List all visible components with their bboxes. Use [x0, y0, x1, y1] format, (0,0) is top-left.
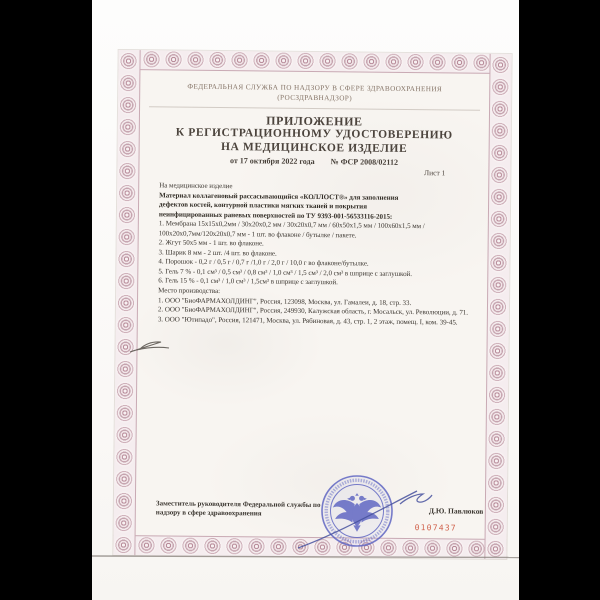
issue-date: от 17 октября 2022 года [229, 156, 315, 167]
registration-number: № ФСР 2008/02112 [330, 157, 399, 167]
body-intro: На медицинское изделие [159, 181, 233, 191]
form-serial-number: 0107437 [414, 523, 457, 533]
production-site: 2. ООО "БиоФАРМАХОЛДИНГ", Россия, 249930, Калужская область, г. Мосальск, ул. Революции, д. 71. [157, 305, 469, 317]
list-item: 1. Мембрана 15х15х0,2мм / 30х20х0,2 мм / 30х20х0,7 мм / 60х50х1,5 мм / 100х60х1,5 мм / 100х20х0,7мм/120х20х0,7 мм - 1 шт. во флаконе / бутылке / пакете. [158, 219, 425, 240]
issuing-authority: ФЕДЕРАЛЬНАЯ СЛУЖБА ПО НАДЗОРУ В СФЕРЕ ЗДРАВООХРАНЕНИЯ [187, 82, 443, 94]
scan-background [92, 0, 519, 600]
header-divider [149, 106, 480, 110]
product-description-line: дефектов костей, контурной пластики мягких тканей и покрытия [158, 200, 368, 211]
document-title-line3: НА МЕДИЦИНСКОЕ ИЗДЕЛИЕ [220, 140, 408, 155]
document-title-line1: ПРИЛОЖЕНИЕ [266, 113, 363, 129]
document-title-line2: К РЕГИСТРАЦИОННОМУ УДОСТОВЕРЕНИЮ [175, 126, 453, 142]
signatory-position: Заместитель руководителя Федеральной службы по надзору в сфере здравоохранения [155, 499, 321, 518]
list-item: 5. Гель 7 % - 0,1 см³ / 0,5 см³ / 0,8 см³ / 1,0 см³ / 1,5 см³ / 2,0 см³ в шприце с заглушкой. [158, 267, 413, 278]
product-description-line: неинфицированных раневых поверхностей по ТУ 9393-001-56533116-2015: [158, 210, 393, 221]
production-site: 1. ООО "БиоФАРМАХОЛДИНГ", Россия, 123098, Москва, ул. Гамалеи, д. 18, стр. 33. [157, 295, 412, 307]
list-item: 4. Порошок - 0,2 г / 0,5 г / 0,7 г /1,0 г / 2,0 г / 10,0 г во флаконе/бутылке. [158, 257, 369, 268]
certificate-content [135, 69, 491, 540]
production-site: 3. ООО "Ютипадо", Россия, 121471, Москва, ул. Рябиновая, д. 43, стр. 1, 2 этаж, помещ. I, ком. 39-45. [157, 315, 458, 327]
left-letterbox-bar [0, 0, 92, 600]
list-item: 3. Шарик 8 мм - 2 шт. /4 шт. во флаконе. [158, 248, 277, 258]
body-text [158, 181, 484, 328]
certificate-page [113, 50, 511, 559]
right-letterbox-bar [519, 0, 600, 600]
product-description-line: Материал коллагеновый рассасывающийся «КОЛЛОСТ®» для заполнения [159, 190, 399, 202]
signatory-name: Д.Ю. Павлюков [428, 506, 484, 516]
issue-date-and-number [138, 155, 489, 168]
issuing-authority-short: (РОСЗДРАВНАДЗОР) [277, 93, 353, 103]
production-heading: Место производства: [158, 286, 221, 296]
list-item: 2. Жгут 50х5 мм - 1 шт. во флаконе. [158, 238, 264, 248]
list-item: 6. Гель 15 % - 0,1 см³ / 1,0 см³ / 1,5см³ в шприце с заглушкой. [158, 276, 338, 287]
sheet-number: Лист 1 [423, 168, 446, 178]
